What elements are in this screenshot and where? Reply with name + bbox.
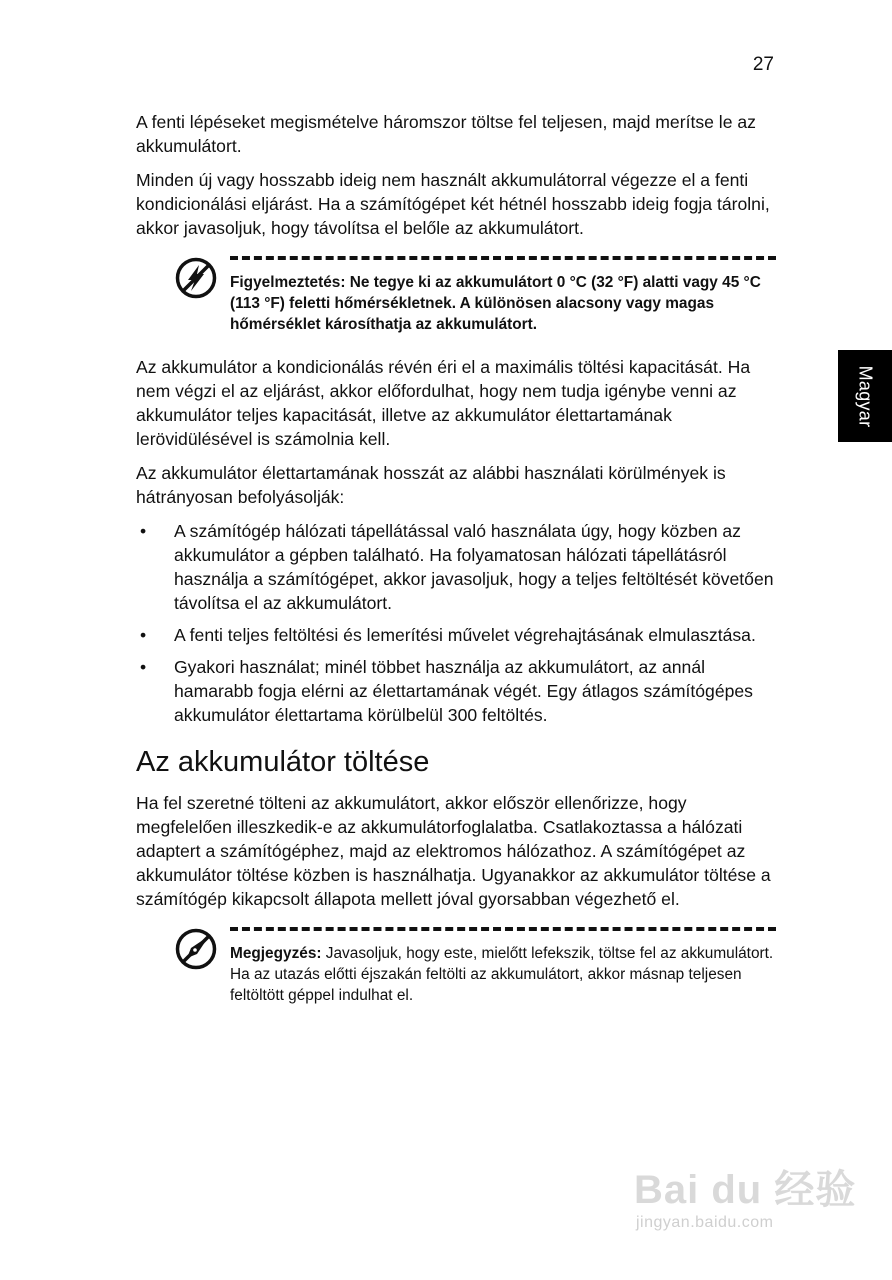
middle-paragraph-1: Az akkumulátor a kondicionálás révén éri el a maximális töltési kapacitását. Ha nem végzi el az eljárást, akkor előfordulhat, hogy nem tudja igénybe venni az akkumulátor teljes kapacitását, illetve az akkumulátor élettartamának lerövidülésével is számolnia kell.: [136, 357, 751, 449]
list-item: [136, 655, 776, 727]
bullet-marker: •: [140, 657, 147, 677]
bullet-list: [136, 519, 776, 727]
section-heading: Az akkumulátor töltése: [136, 746, 430, 778]
note-callout: [136, 927, 776, 1006]
list-item: [136, 623, 776, 647]
warning-callout: [136, 256, 776, 335]
list-item-text: A számítógép hálózati tápellátással való használata úgy, hogy közben az akkumulátor a gépben található. Ha folyamatosan hálózati tápellátásról használja a számítógépet, akkor javasoljuk, hogy a teljes feltöltését követően távolítsa el az akkumulátort.: [174, 521, 774, 613]
note-divider: [230, 927, 776, 931]
list-item: [136, 519, 776, 615]
intro-paragraph-2: Minden új vagy hosszabb ideig nem használt akkumulátorral végezze el a fenti kondicionálási eljárást. Ha a számítógépet két hétnél hosszabb ideig fogja tárolni, akkor javasoljuk, hogy távolítsa el belőle az akkumulátort.: [136, 170, 770, 238]
page-number: 27: [752, 54, 774, 75]
note-text: [230, 943, 776, 1006]
watermark-logo: Bai du 经验: [634, 1168, 857, 1212]
language-tab-label: Magyar: [855, 365, 876, 427]
watermark-url: jingyan.baidu.com: [636, 1214, 774, 1231]
bullet-marker: •: [140, 625, 147, 645]
warning-text: Figyelmeztetés: Ne tegye ki az akkumulátort 0 °C (32 °F) alatti vagy 45 °C (113 °F) feletti hőmérsékletnek. A különösen alacsony vagy magas hőmérséklet károsíthatja az akkumulátort.: [230, 274, 761, 333]
warning-lightning-icon: [174, 256, 218, 300]
language-tab: [838, 350, 892, 442]
note-pen-icon: [174, 927, 218, 971]
list-item-text: Gyakori használat; minél többet használja az akkumulátort, az annál hamarabb fogja elérni az élettartamának végét. Egy átlagos számítógépes akkumulátor élettartama körülbelül 300 feltöltés.: [174, 657, 753, 725]
note-lead: Megjegyzés:: [230, 945, 322, 962]
page-content: [136, 110, 776, 1026]
intro-paragraph-1: A fenti lépéseket megismételve háromszor töltse fel teljesen, majd merítse le az akkumulátort.: [136, 112, 756, 156]
middle-paragraph-2: Az akkumulátor élettartamának hosszát az alábbi használati körülmények is hátrányosan befolyásolják:: [136, 463, 726, 507]
list-item-text: A fenti teljes feltöltési és lemerítési művelet végrehajtásának elmulasztása.: [174, 625, 756, 645]
note-body: Javasoljuk, hogy este, mielőtt lefekszik, töltse fel az akkumulátort. Ha az utazás előtti éjszakán feltölti az akkumulátort, akkor másnap teljesen feltöltött géppel indulhat el.: [230, 945, 774, 1004]
watermark: [630, 1148, 860, 1248]
bullet-marker: •: [140, 521, 147, 541]
warning-divider: [230, 256, 776, 260]
section-paragraph: Ha fel szeretné tölteni az akkumulátort, akkor először ellenőrizze, hogy megfelelően illeszkedik-e az akkumulátorfoglalatba. Csatlakoztassa a hálózati adaptert a számítógéphez, majd az elektromos hálózathoz. A számítógépet az akkumulátor töltése közben is használhatja. Ugyanakkor az akkumulátor töltése a számítógép kikapcsolt állapota mellett jóval gyorsabban végezhető el.: [136, 793, 771, 909]
